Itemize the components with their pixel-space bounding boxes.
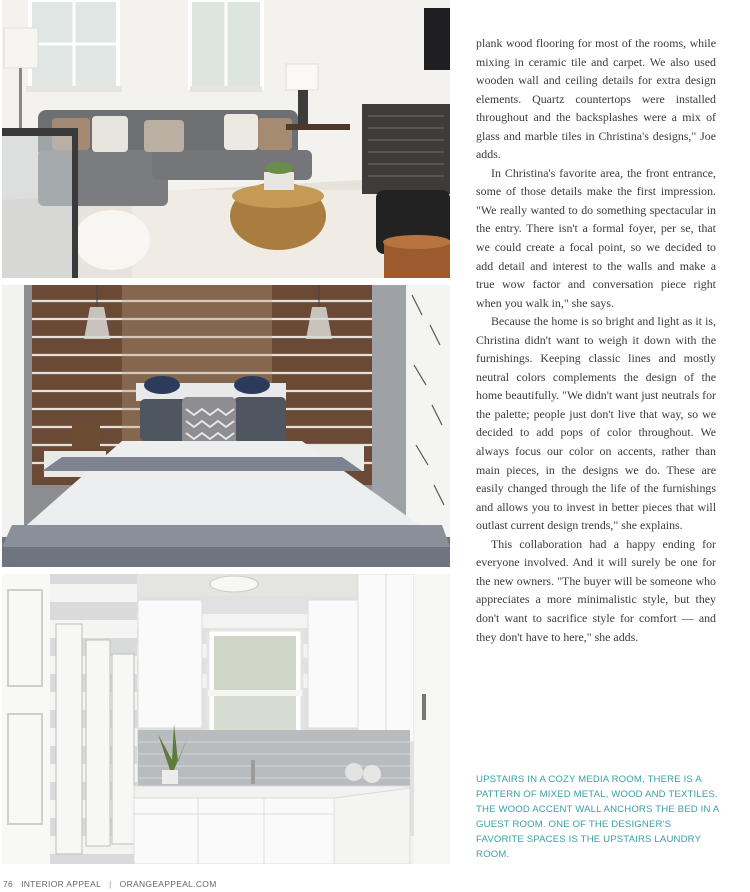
article-paragraph: This collaboration had a happy ending for everyone involved. And it will surely be one for the new owners. "The buyer will be someone who appreciates a more minimalistic style, but they don't want to sacrifice style for comfort — and they don't have to here," she adds. xyxy=(476,536,716,644)
photo-guest-bedroom xyxy=(2,285,450,567)
caption-text: UPSTAIRS IN A COZY MEDIA ROOM, THERE IS A PATTERN OF MIXED METAL, WOOD AND TEXTILES. THE WOOD ACCENT WALL ANCHORS THE BED IN A GUEST ROOM. ONE OF THE DESIGNER'S FAVORITE SPACES IS THE UPSTAIRS LAUNDRY ROOM. xyxy=(476,774,719,860)
footer-separator: | xyxy=(109,879,112,889)
article-paragraph: Because the home is so bright and light as it is, Christina didn't want to weigh it down with the furnishings. Keeping classic lines and mostly neutral colors complements the design of the home beautifully. "We didn't want just neutrals for the palette; people just don't live that way, so we decided to add pops of color throughout. We always focus our color on accents, rather than main pieces, in the designs we do. These are easily changed through the life of the furnishings and allows you to invest in better pieces that will outlast current design trends," she explains. xyxy=(476,314,716,533)
article-paragraph: In Christina's favorite area, the front entrance, some of those details make the first impression. "We really wanted to do something spectacular in the entry. There isn't a formal foyer, per se, that we could create a focal point, so we decided to add detail and interest to the walls and make a true wow factor and conversation piece right when you walk in," she says. xyxy=(476,165,716,310)
photo-caption xyxy=(476,773,721,862)
page-footer xyxy=(3,878,217,890)
website-link[interactable]: ORANGEAPPEAL.COM xyxy=(119,879,217,889)
article-body xyxy=(476,34,716,646)
photo-laundry-room xyxy=(2,574,450,864)
publication-name: INTERIOR APPEAL xyxy=(21,879,102,889)
page-number: 76 xyxy=(3,879,14,889)
photo-living-room xyxy=(2,0,450,278)
article-paragraph: plank wood flooring for most of the rooms, while mixing in ceramic tile and carpet. We also used wooden wall and ceiling details for extra design elements. Quartz countertops were installed throughout and the backsplashes were a mix of glass and marble tiles in Christina's designs," Joe adds. xyxy=(476,36,716,162)
